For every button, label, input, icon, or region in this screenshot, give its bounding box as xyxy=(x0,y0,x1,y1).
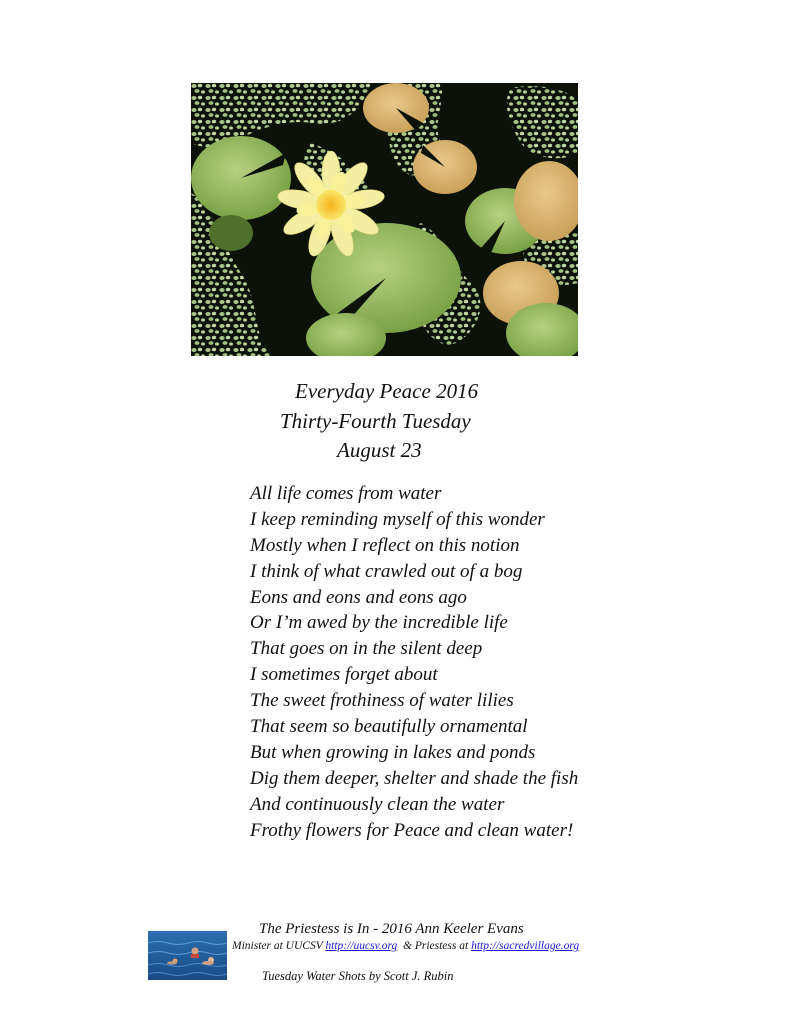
water-lily-photo xyxy=(191,83,578,356)
uucsv-link[interactable]: http://uucsv.org xyxy=(325,940,398,952)
poem-line: I keep reminding myself of this wonder xyxy=(250,508,545,530)
poem-line: Frothy flowers for Peace and clean water! xyxy=(250,819,574,841)
poem-line: I sometimes forget about xyxy=(250,664,438,686)
poem-line: Mostly when I reflect on this notion xyxy=(250,534,520,556)
poem-line: That seem so beautifully ornamental xyxy=(250,716,528,738)
poem-line: And continuously clean the water xyxy=(250,793,505,815)
photo-credit: Tuesday Water Shots by Scott J. Rubin xyxy=(262,969,454,983)
sacredvillage-link[interactable]: http://sacredvillage.org xyxy=(471,940,580,952)
heading-date: August 23 xyxy=(337,438,422,462)
poem-line: Dig them deeper, shelter and shade the fish xyxy=(250,767,579,789)
priestess-text: & Priestess at xyxy=(397,940,472,952)
poem-line: That goes on in the silent deep xyxy=(250,638,483,660)
poem-line: I think of what crawled out of a bog xyxy=(250,560,523,582)
heading-week: Thirty-Fourth Tuesday xyxy=(280,409,471,433)
poem-line: But when growing in lakes and ponds xyxy=(250,741,536,763)
footer-affiliations xyxy=(232,940,579,952)
poem-line: Or I’m awed by the incredible life xyxy=(250,612,508,634)
heading-title: Everyday Peace 2016 xyxy=(295,379,479,403)
poem-line: All life comes from water xyxy=(250,483,442,504)
poem-line: Eons and eons and eons ago xyxy=(250,586,467,608)
swimmers-thumbnail xyxy=(148,931,227,980)
minister-text: Minister at UUCSV xyxy=(232,940,326,952)
footer-title: The Priestess is In - 2016 Ann Keeler Evans xyxy=(259,921,524,937)
poem-line: The sweet frothiness of water lilies xyxy=(250,690,514,712)
poem xyxy=(250,481,578,843)
